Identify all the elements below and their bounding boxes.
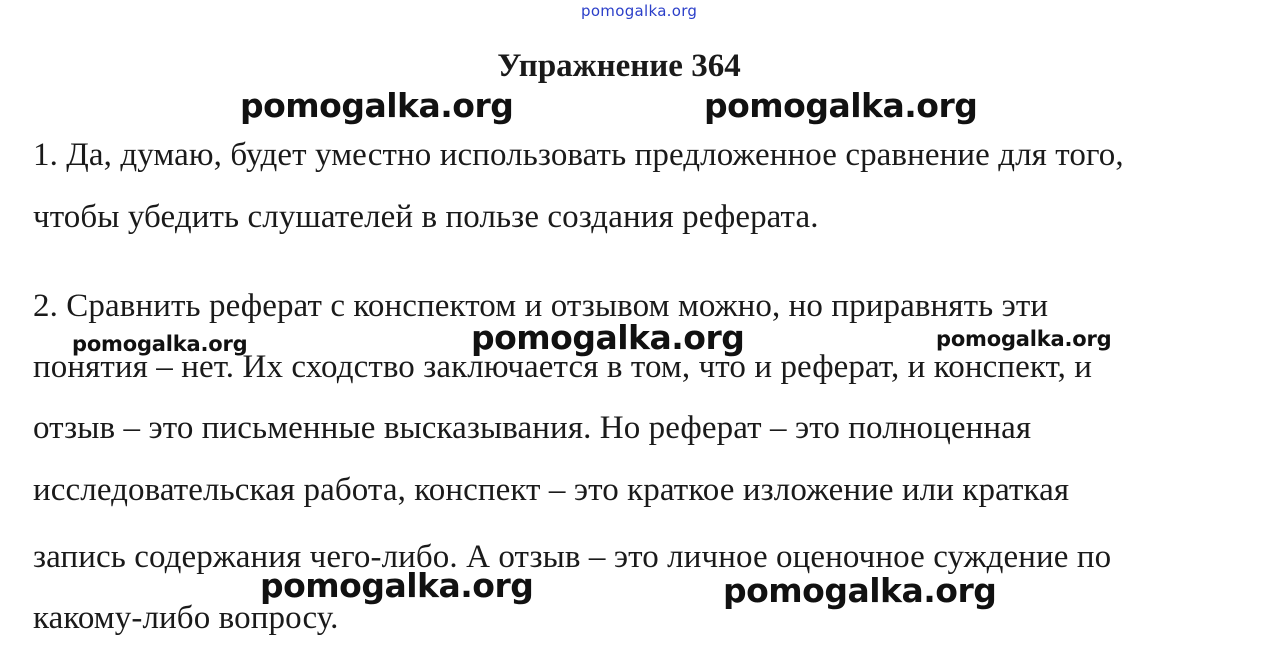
watermark: pomogalka.org [260, 566, 534, 605]
watermark: pomogalka.org [723, 571, 997, 610]
source-link[interactable]: pomogalka.org [581, 2, 698, 20]
watermark: pomogalka.org [471, 318, 745, 357]
exercise-title: Упражнение 364 [497, 48, 741, 84]
answer-line: 2. Сравнить реферат с конспектом и отзывом можно, но приравнять эти [33, 288, 1049, 324]
answer-line: исследовательская работа, конспект – это краткое изложение или краткая [33, 472, 1070, 508]
answer-line: 1. Да, думаю, будет уместно использовать предложенное сравнение для того, [33, 137, 1124, 173]
watermark: pomogalka.org [240, 86, 514, 125]
answer-line: запись содержания чего-либо. А отзыв – это личное оценочное суждение по [33, 539, 1112, 575]
watermark: pomogalka.org [72, 332, 248, 356]
watermark: pomogalka.org [936, 327, 1112, 351]
watermark: pomogalka.org [704, 86, 978, 125]
answer-line: понятия – нет. Их сходство заключается в том, что и реферат, и конспект, и [33, 349, 1093, 385]
answer-line: какому-либо вопросу. [33, 600, 339, 636]
answer-line: чтобы убедить слушателей в пользе создания реферата. [33, 199, 819, 235]
answer-line: отзыв – это письменные высказывания. Но реферат – это полноценная [33, 410, 1032, 446]
